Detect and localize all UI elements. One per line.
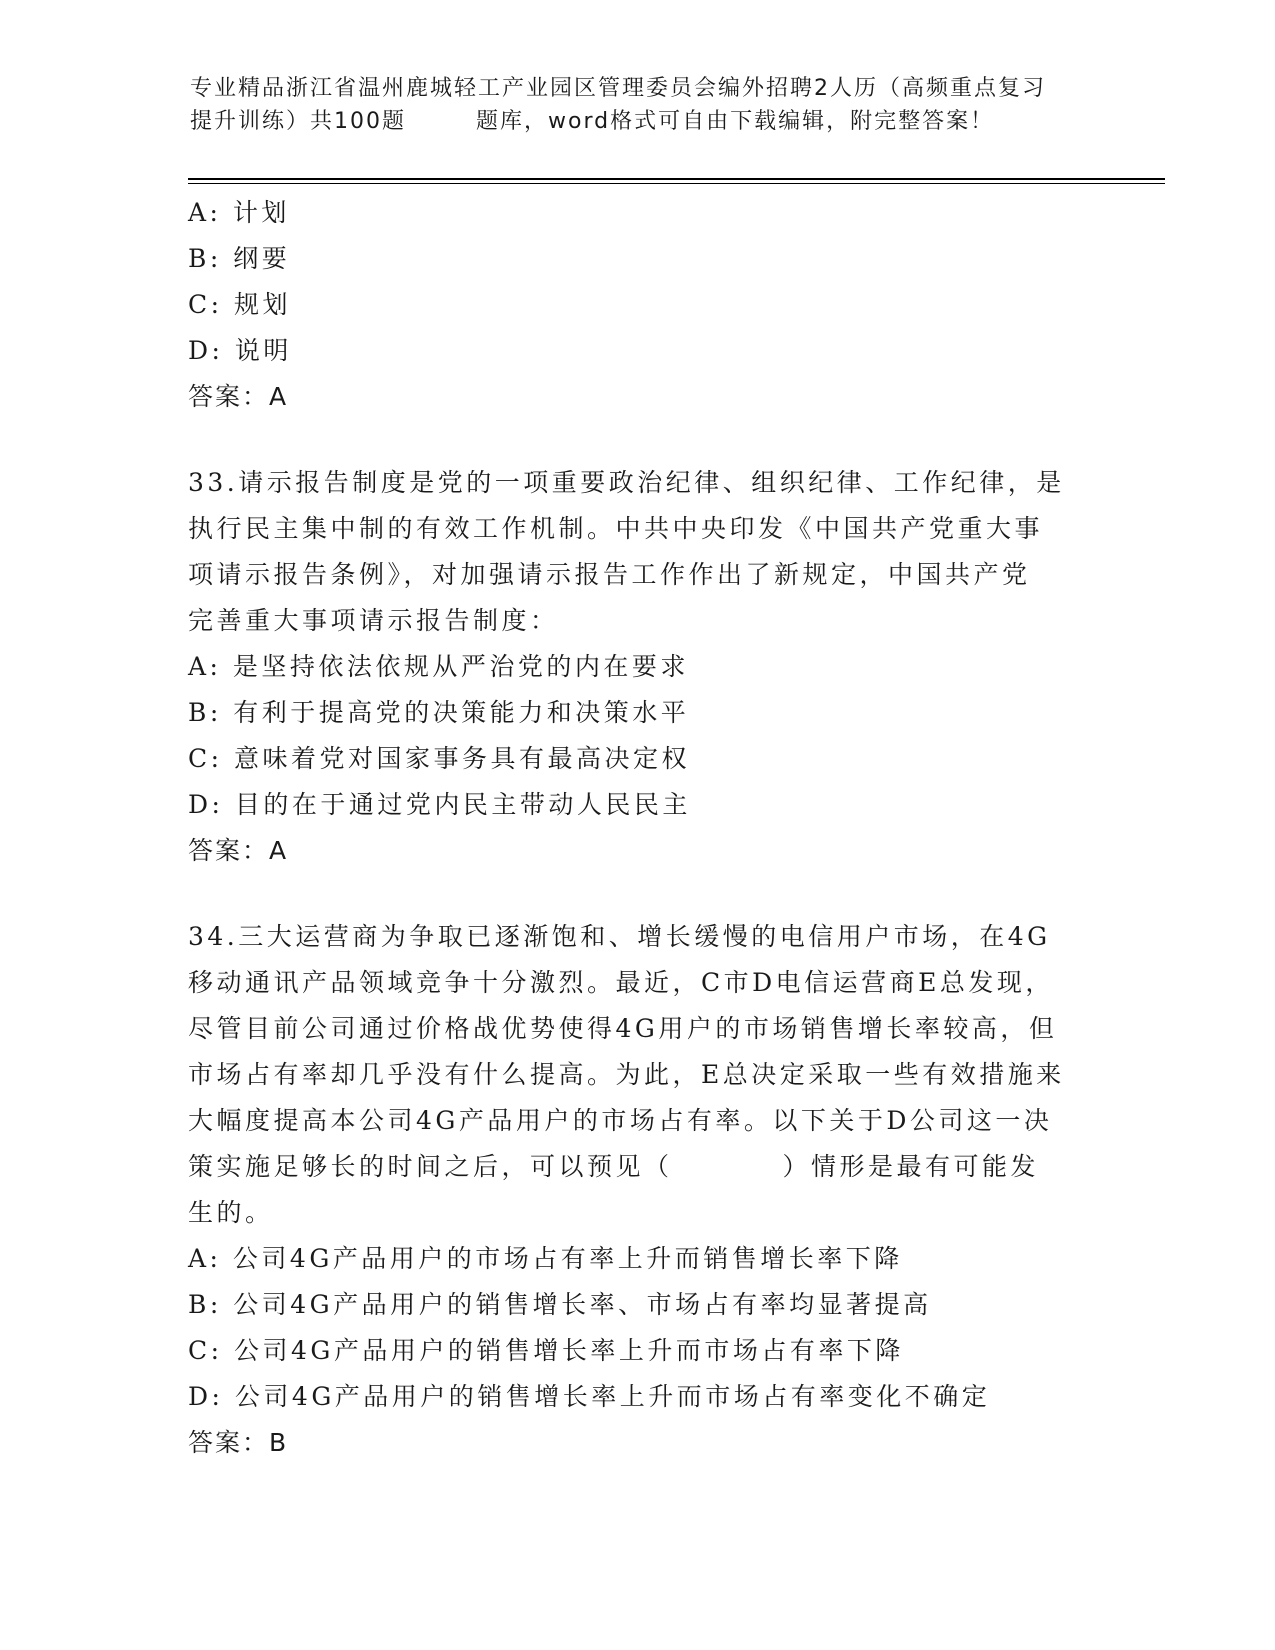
stem-line: 移动通讯产品领域竞争十分激烈。最近，C市D电信运营商E总发现， (188, 968, 1054, 997)
question-content (188, 190, 1108, 1466)
stem-line: 项请示报告条例》，对加强请示报告工作作出了新规定，中国共产党 (188, 560, 1031, 589)
header-rule-thick (188, 178, 1165, 180)
option-d: D: 说明 (188, 336, 292, 365)
question-33 (188, 460, 1108, 874)
header-line-2 (190, 105, 1090, 138)
stem-line-right: ）情形是最有可能发 (782, 1152, 1040, 1181)
option-c: C: 规划 (188, 290, 291, 319)
stem-line-left: 策实施足够长的时间之后，可以预见（ (188, 1152, 673, 1181)
stem-line: 执行民主集中制的有效工作机制。中共中央印发《中国共产党重大事 (188, 514, 1044, 543)
option-d: D: 公司4G产品用户的销售增长率上升而市场占有率变化不确定 (188, 1382, 991, 1411)
stem-line: 33.请示报告制度是党的一项重要政治纪律、组织纪律、工作纪律，是 (188, 468, 1065, 497)
question-stem (188, 914, 1108, 1236)
header-line-2-right: 题库，word格式可自由下载编辑，附完整答案！ (476, 109, 995, 134)
option-d: D: 目的在于通过党内民主带动人民民主 (188, 790, 691, 819)
stem-line: 完善重大事项请示报告制度： (188, 606, 559, 635)
option-b: B: 有利于提高党的决策能力和决策水平 (188, 698, 690, 727)
answer: 答案：A (188, 382, 289, 411)
option-b: B: 公司4G产品用户的销售增长率、市场占有率均显著提高 (188, 1290, 932, 1319)
header-line-1: 专业精品浙江省温州鹿城轻工产业园区管理委员会编外招聘2人历（高频重点复习 (190, 76, 1046, 101)
stem-line: 尽管目前公司通过价格战优势使得4G用户的市场销售增长率较高，但 (188, 1014, 1058, 1043)
option-c: C: 意味着党对国家事务具有最高决定权 (188, 744, 690, 773)
stem-line: 大幅度提高本公司4G产品用户的市场占有率。以下关于D公司这一决 (188, 1106, 1053, 1135)
option-a: A: 公司4G产品用户的市场占有率上升而销售增长率下降 (188, 1244, 903, 1273)
stem-line: 生的。 (188, 1198, 274, 1227)
question-stem (188, 460, 1108, 644)
question-34 (188, 914, 1108, 1466)
header-rule-thin (188, 183, 1165, 184)
stem-line: 34.三大运营商为争取已逐渐饱和、增长缓慢的电信用户市场，在4G (188, 922, 1051, 951)
answer: 答案：A (188, 836, 289, 865)
option-c: C: 公司4G产品用户的销售增长率上升而市场占有率下降 (188, 1336, 904, 1365)
option-a: A: 计划 (188, 198, 290, 227)
option-a: A: 是坚持依法依规从严治党的内在要求 (188, 652, 689, 681)
stem-line-with-blank (188, 1144, 1108, 1190)
document-header (190, 72, 1090, 138)
header-line-2-left: 提升训练）共100题 (190, 109, 406, 134)
question-32-tail (188, 190, 1108, 420)
option-b: B: 纲要 (188, 244, 291, 273)
stem-line: 市场占有率却几乎没有什么提高。为此，E总决定采取一些有效措施来 (188, 1060, 1065, 1089)
answer: 答案：B (188, 1428, 289, 1457)
